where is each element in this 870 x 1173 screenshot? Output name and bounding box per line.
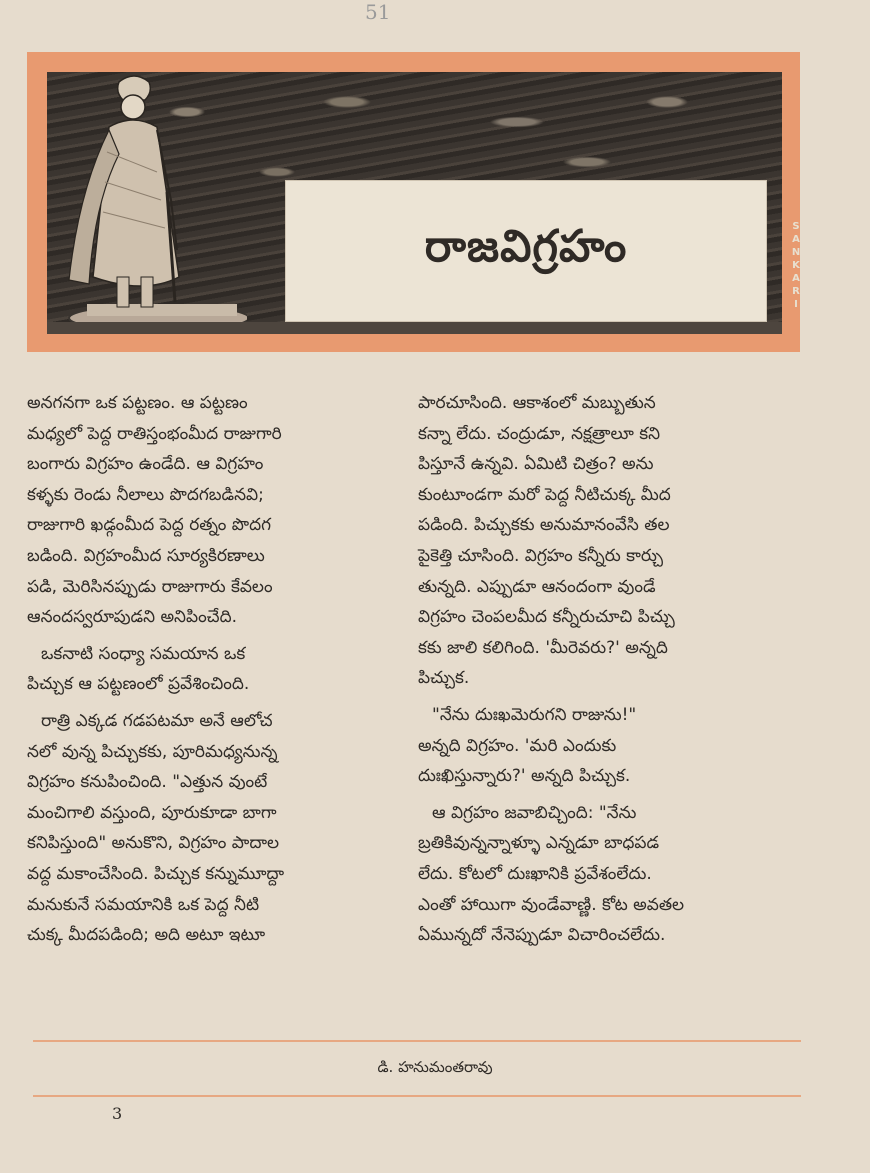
text-line: ఆనందస్వరూపుడని అనిపించేది. — [27, 607, 238, 628]
page-mark: 51 — [365, 0, 391, 24]
text-line: బంగారు విగ్రహం ఉండేది. ఆ విగ్రహం — [27, 454, 264, 475]
text-line: రాజుగారి ఖడ్గంమీద పెద్ద రత్నం పొదగ — [27, 515, 272, 536]
text-line: మంచిగాలి వస్తుంది, పూరుకూడా బాగా — [27, 802, 277, 823]
text-line: ఏమున్నదో నేనెప్పుడూ విచారించలేదు. — [418, 925, 666, 946]
king-statue-illustration — [47, 72, 247, 334]
text-line: రాత్రి ఎక్కడ గడపటమా అనే ఆలోచ — [41, 710, 273, 731]
paragraph — [27, 388, 402, 633]
paragraph — [27, 639, 402, 700]
text-line: కళ్ళకు రెండు నీలాలు పొదగబడినవి; — [27, 484, 264, 505]
text-line: పిస్తూనే ఉన్నవి. ఏమిటి చిత్రం? అను — [418, 454, 654, 475]
divider-bottom — [33, 1095, 801, 1097]
page-number: 3 — [112, 1104, 123, 1123]
text-line: కన్నా లేదు. చంద్రుడూ, నక్షత్రాలూ కని — [418, 423, 661, 444]
text-line: పైకెత్తి చూసింది. విగ్రహం కన్నీరు కార్చు — [418, 545, 663, 566]
text-line: పారచూసింది. ఆకాశంలో మబ్బుతున — [418, 393, 656, 413]
header-artwork — [47, 72, 801, 334]
text-line: నలో వున్న పిచ్చుకకు, పూరిమధ్యనున్న — [27, 741, 278, 762]
text-line: పడింది. పిచ్చుకకు అనుమానంవేసి తల — [418, 515, 670, 536]
ground-strip — [47, 322, 782, 334]
text-line: పిచ్చుక ఆ పట్టణంలో ప్రవేశించింది. — [27, 674, 250, 695]
title-panel — [285, 180, 767, 322]
left-column — [27, 388, 402, 957]
right-column — [418, 388, 793, 957]
text-line: చుక్క మీదపడింది; అది అటూ ఇటూ — [27, 925, 266, 946]
text-line: విగ్రహం చెంపలమీద కన్నీరుచూచి పిచ్చు — [418, 607, 675, 628]
text-line: దుఃఖిస్తున్నారు?' అన్నది పిచ్చుక. — [418, 766, 631, 787]
text-line: అనగనగా ఒక పట్టణం. ఆ పట్టణం — [27, 393, 248, 413]
text-line: బడింది. విగ్రహంమీద సూర్యకిరణాలు — [27, 545, 265, 566]
text-line: "నేను దుఃఖమెరుగని రాజును!" — [432, 704, 637, 725]
text-line: మధ్యలో పెద్ద రాతిస్తంభంమీద రాజుగారి — [27, 423, 282, 444]
text-line: ఆ విగ్రహం జవాబిచ్చింది: "నేను — [432, 802, 637, 823]
paragraph — [418, 798, 793, 951]
text-line: కనిపిస్తుంది" అనుకొని, విగ్రహం పాదాల — [27, 833, 280, 854]
text-line: వద్ద మకాంచేసింది. పిచ్చుక కన్నుమూద్దా — [27, 863, 285, 884]
text-line: పిచ్చుక. — [418, 668, 470, 689]
text-line: ఒకనాటి సంధ్యా సమయాన ఒక — [41, 643, 246, 664]
story-title: రాజవిగ్రహం — [424, 221, 628, 272]
text-line: కుంటూండగా మరో పెద్ద నీటిచుక్క మీద — [418, 484, 671, 505]
text-line: లేదు. కోటలో దుఃఖానికి ప్రవేశంలేదు. — [418, 863, 652, 884]
text-line: అన్నది విగ్రహం. 'మరి ఎందుకు — [418, 735, 617, 756]
text-line: విగ్రహం కనుపించింది. "ఎత్తున వుంటే — [27, 772, 268, 793]
paragraph — [418, 700, 793, 792]
text-line: కకు జాలి కలిగింది. 'మీరెవరు?' అన్నది — [418, 637, 668, 658]
author-name: డి. హనుమంతరావు — [377, 1058, 493, 1076]
paragraph — [418, 388, 793, 694]
artist-signature: S A N K A R I — [791, 221, 801, 310]
text-line: బ్రతికివున్నన్నాళ్ళూ ఎన్నడూ బాధపడ — [418, 833, 660, 854]
text-line: పడి, మెరిసినప్పుడు రాజుగారు కేవలం — [27, 576, 273, 597]
divider-top — [33, 1040, 801, 1042]
paragraph — [27, 706, 402, 951]
text-line: ఎంతో హాయిగా వుండేవాణ్ణి. కోట అవతల — [418, 894, 685, 915]
text-line: తున్నది. ఎప్పుడూ ఆనందంగా వుండే — [418, 576, 656, 597]
header-banner — [27, 52, 800, 352]
text-line: మనుకునే సమయానికి ఒక పెద్ద నీటి — [27, 894, 260, 915]
